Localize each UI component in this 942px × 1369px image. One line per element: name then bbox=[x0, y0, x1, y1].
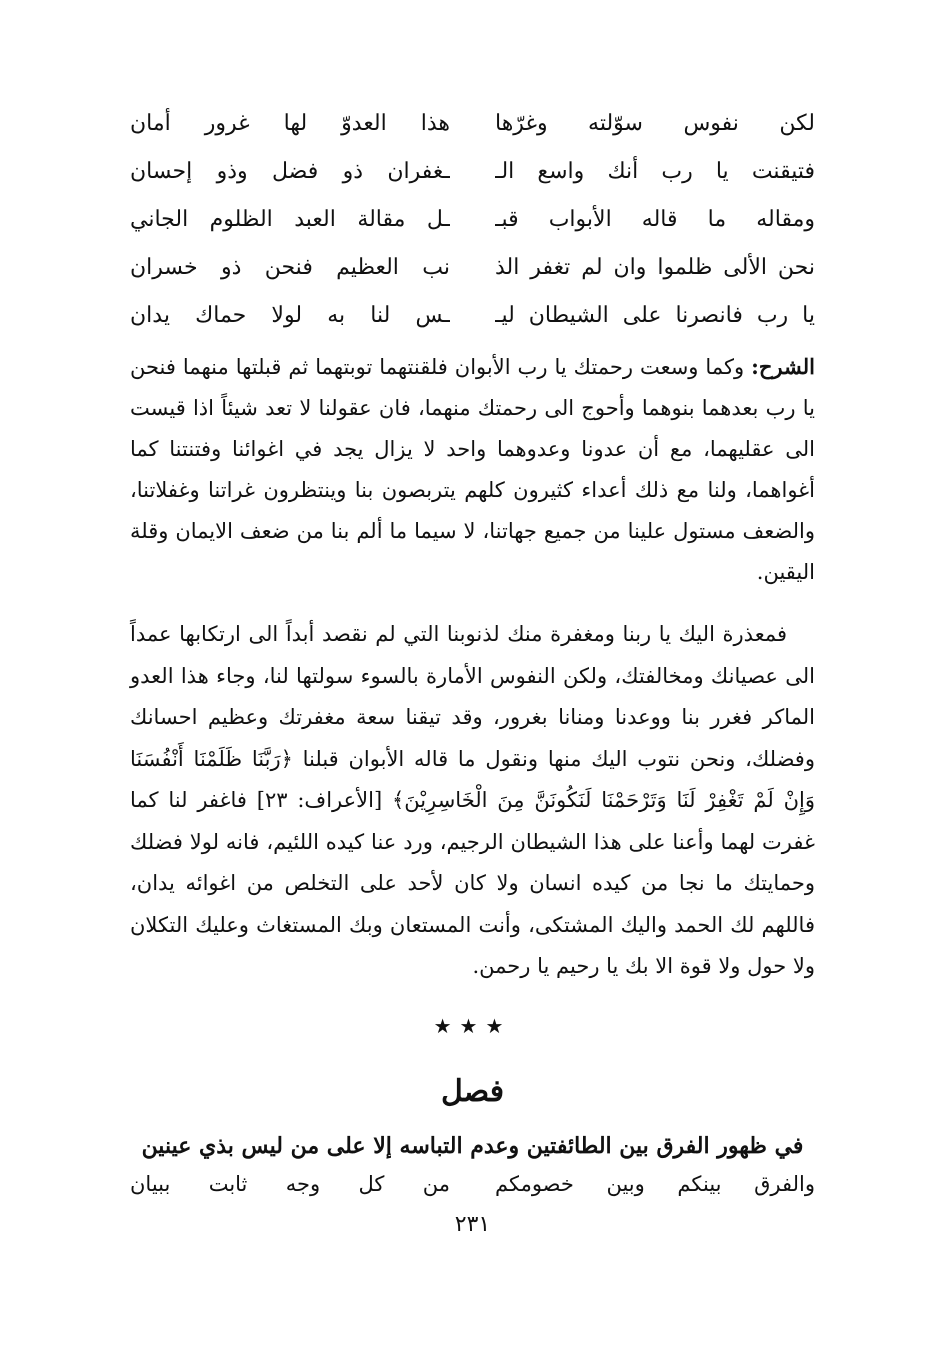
commentary-text: وكما وسعت رحمتك يا رب الأبوان فلقنتهما توبتهما ثم قبلتها منهما فنحن يا رب بعدهما بنوهما وأحوج الى رحمتك منهما، فان عقولنا لا تعد شيئاً اذا قيست الى عقليهما، مع أن عدونا وعدوهما واحد لا يزال يجد في اغوائنا وفتنتنا كما أغواهما، ولنا مع ذلك أعداء كثيرون كلهم يتربصون بنا وينتظرون غراتنا وغفلاتنا، والضعف مستول علينا من جميع جهاتنا، لا سيما ما ألم بنا من ضعف الايمان وقلة اليقين. bbox=[130, 355, 815, 584]
verse-first-hemistich: لكن نفوس سوّلته وغرّها bbox=[495, 111, 815, 136]
verse-row bbox=[130, 1164, 815, 1204]
section-title: فصل bbox=[440, 1073, 505, 1109]
verse-first-hemistich: فتيقنت يا رب أنك واسع الـ bbox=[495, 159, 815, 184]
poem-verses bbox=[130, 100, 815, 340]
section-separator: ★★★ bbox=[433, 1013, 512, 1038]
verse-second-hemistich: ـس لنا به لولا حماك يدان bbox=[130, 303, 450, 328]
verse-row bbox=[130, 292, 815, 340]
book-page bbox=[130, 100, 815, 1240]
verse-row bbox=[130, 100, 815, 148]
verse-row bbox=[130, 244, 815, 292]
verse-second-hemistich: ـغفران ذو فضل وذو إحسان bbox=[130, 159, 450, 184]
commentary-label: الشرح: bbox=[751, 354, 815, 379]
verse-first-hemistich: يا رب فانصرنا على الشيطان ليـ bbox=[495, 303, 815, 328]
verse-row bbox=[130, 196, 815, 244]
verse-row bbox=[130, 148, 815, 196]
section-subtitle: في ظهور الفرق بين الطائفتين وعدم التباسه إلا على من ليس بذي عينين bbox=[141, 1132, 804, 1159]
verse-first-hemistich: ومقاله ما قاله الأبواب قبـ bbox=[495, 207, 815, 232]
verse-second-hemistich: نب العظيم فنحن ذو خسران bbox=[130, 255, 450, 280]
commentary-paragraph bbox=[130, 346, 815, 593]
verse-second-hemistich: هذا العدوّ لها غرور أمان bbox=[130, 111, 450, 136]
page-number: ٢٣١ bbox=[454, 1211, 491, 1237]
verse-second-hemistich: ـل مقالة العبد الظلوم الجاني bbox=[130, 207, 450, 232]
prayer-paragraph: فمعذرة اليك يا ربنا ومغفرة منك لذنوبنا التي لم نقصد أبداً الى ارتكابها عمداً الى عصيانك ومخالفتك، ولكن النفوس الأمارة بالسوء سولتها لنا، وجاء هذا العدو الماكر فغرر بنا ووعدنا ومنانا بغرور، وقد تيقنا سعة مغفرتك وعظيم احسانك وفضلك، ونحن نتوب اليك منها ونقول ما قاله الأبوان قبلنا ﴿رَبَّنَا ظَلَمْنَا أَنْفُسَنَا وَإِنْ لَمْ تَغْفِرْ لَنَا وَتَرْحَمْنَا لَنَكُونَنَّ مِنَ الْخَاسِرِيْنَ﴾ [الأعراف: ٢٣] فاغفر لنا كما غفرت لهما وأعنا على هذا الشيطان الرجيم، ورد عنا كيده اللئيم، فانه لولا فضلك وحمايتك ما نجا من كيده انسان ولا كان لأحد على التخلص من اغوائه يدان، فاللهم لك الحمد واليك المشتكى، وأنت المستعان وبك المستغاث وعليك التكلان ولا حول ولا قوة الا بك يا رحيم يا رحمن. bbox=[130, 622, 815, 978]
verse-second-hemistich: من كل وجه ثابت ببيان bbox=[130, 1171, 450, 1196]
verse-first-hemistich: والفرق بينكم وبين خصومكم bbox=[495, 1171, 815, 1196]
verse-first-hemistich: نحن الألى ظلموا وان لم تغفر الذ bbox=[495, 255, 815, 280]
